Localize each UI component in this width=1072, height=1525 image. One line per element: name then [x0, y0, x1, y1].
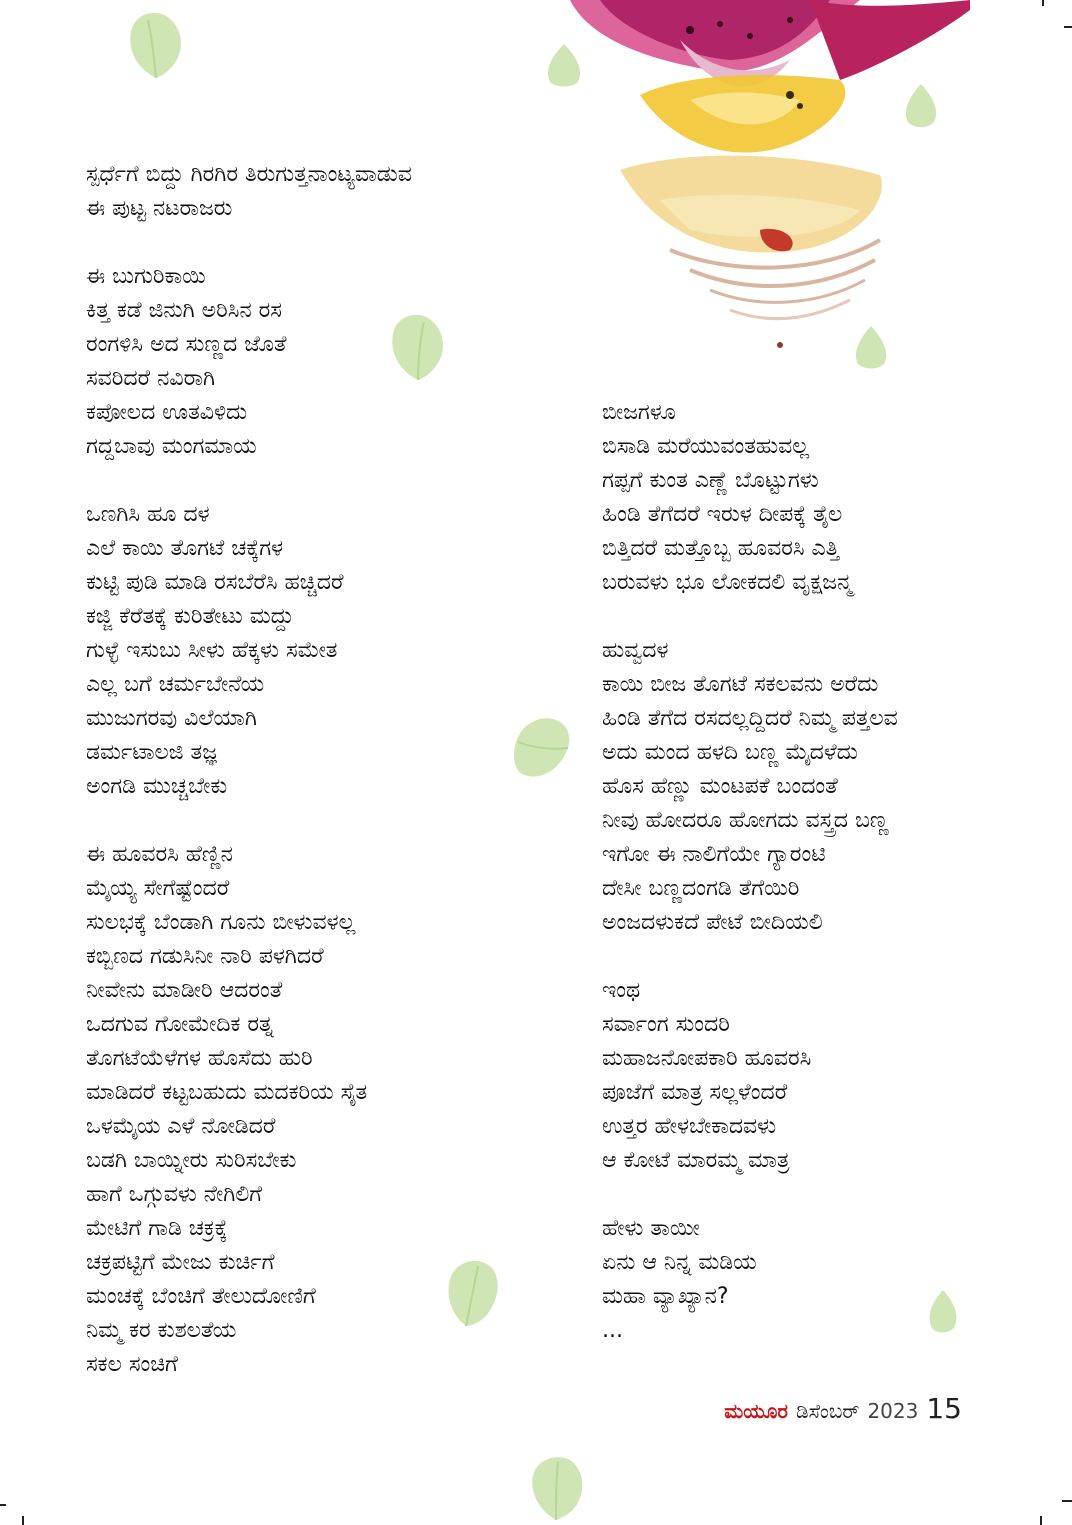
- poem-line: ಮುಜುಗರವು ವಿಲೆಯಾಗಿ: [86, 706, 257, 731]
- crop-mark: [22, 1516, 24, 1525]
- poem-line: ಸ್ಪರ್ಧೆಗೆ ಬಿದ್ದು ಗಿರಗಿರ ತಿರುಗುತ್ತನಾಂಟ್ಯವಾಡುವ: [86, 162, 412, 187]
- poem-line: ಮಹಾಜನೋಪಕಾರಿ ಹೂವರಸಿ: [602, 1046, 812, 1071]
- poem-line: ಬಿಸಾಡಿ ಮರೆಯುವಂತಹುವಲ್ಲ: [602, 434, 810, 459]
- poem-line: ಮೇಟಿಗೆ ಗಾಡಿ ಚಕ್ರಕ್ಕೆ: [86, 1216, 228, 1241]
- stanza-break: [602, 940, 1002, 974]
- stanza-break: [602, 600, 1002, 634]
- poem-column-left: [86, 158, 526, 1382]
- page-number: 15: [926, 1392, 962, 1425]
- poem-line: ಹೊಸ ಹೆಣ್ಣು ಮಂಟಪಕೆ ಬಂದಂತೆ: [602, 774, 838, 799]
- poem-line: ಅಂಜದಳುಕದೆ ಪೇಟೆ ಬೀದಿಯಲಿ: [602, 910, 823, 935]
- poem-line: ಕಬ್ಬಿಣದ ಗಡುಸಿನೀ ನಾರಿ ಪಳಗಿದರೆ: [86, 944, 324, 969]
- crop-mark: [1064, 26, 1072, 28]
- poem-line: ಹಾಗೆ ಒಗ್ಗುವಳು ನೇಗಿಲಿಗೆ: [86, 1182, 263, 1207]
- poem-line: ಗುಳ್ಳೆ ಇಸುಬು ಸೀಳು ಹೆಕ್ಕಳು ಸಮೇತ: [86, 638, 338, 663]
- poem-line: ಸಕಲ ಸಂಚಿಗೆ: [86, 1352, 178, 1377]
- magazine-brand: ಮಯೂರ: [724, 1399, 788, 1423]
- poem-line: ರಂಗಳಿಸಿ ಅದ ಸುಣ್ಣದ ಜೊತೆ: [86, 332, 287, 357]
- poem-column-right: [602, 396, 1002, 1348]
- poem-line: ಎಲ್ಲ ಬಗೆ ಚರ್ಮಬೇನೆಯ: [86, 672, 265, 697]
- crop-mark: [1042, 0, 1044, 6]
- poem-line: ಮಹಾ ವ್ಯಾಖ್ಯಾನ?: [602, 1284, 729, 1309]
- poem-line: ಹಿಂಡಿ ತೆಗೆದ ರಸದಲ್ಲದ್ದಿದರೆ ನಿಮ್ಮ ಪತ್ತಲವ: [602, 706, 898, 731]
- poem-line: ಇಗೋ ಈ ನಾಲಿಗೆಯೇ ಗ್ಯಾರಂಟಿ: [602, 842, 826, 867]
- poem-line: ಕಜ್ಜಿ ಕೆರೆತಕ್ಕೆ ಕುರಿತೇಟು ಮದ್ದು: [86, 604, 294, 629]
- poem-line: ತೊಗಟೆಯೆಳೆಗಳ ಹೊಸೆದು ಹುರಿ: [86, 1046, 313, 1071]
- leaf-icon: [902, 82, 940, 130]
- poem-line: ಬರುವಳು ಭೂ ಲೋಕದಲಿ ವೃಕ್ಷಜನ್ಮ: [602, 570, 853, 595]
- poem-line: ಅಂಗಡಿ ಮುಚ್ಚಬೇಕು: [86, 774, 228, 799]
- poem-line: ಈ ಬುಗುರಿಕಾಯಿ: [86, 264, 206, 289]
- poem-line: ಹೇಳು ತಾಯೀ: [602, 1216, 700, 1241]
- poem-line: ಉತ್ತರ ಹೇಳಬೇಕಾದವಳು: [602, 1114, 777, 1139]
- poem-line: ಗಪ್ಪಗೆ ಕುಂತ ಎಣ್ಣೆ ಬೊಟ್ಟುಗಳು: [602, 468, 819, 493]
- stanza-break: [602, 1178, 1002, 1212]
- poem-line: ಅದು ಮಂದ ಹಳದಿ ಬಣ್ಣ ಮೈದಳೆದು: [602, 740, 858, 765]
- poem-line: ಒಣಗಿಸಿ ಹೂ ದಳ: [86, 502, 210, 527]
- poem-line: ಪೂಜೆಗೆ ಮಾತ್ರ ಸಲ್ಲಳೆಂದರೆ: [602, 1080, 788, 1105]
- stanza-break: [86, 226, 526, 260]
- poem-line: ಮಂಚಕ್ಕೆ ಬೆಂಚಿಗೆ ತೇಲುದೋಣಿಗೆ: [86, 1284, 316, 1309]
- crop-mark: [0, 1504, 6, 1506]
- poem-line: ...: [602, 1318, 623, 1343]
- poem-line: ಡರ್ಮಟಾಲಜಿ ತಜ್ಞ: [86, 740, 217, 765]
- issue-year: 2023: [867, 1399, 919, 1423]
- poem-line: ಸವರಿದರೆ ನವಿರಾಗಿ: [86, 366, 216, 391]
- poem-line: ಕಿತ್ತ ಕಡೆ ಜಿನುಗಿ ಅರಿಸಿನ ರಸ: [86, 298, 282, 323]
- poem-line: ದೇಸೀ ಬಣ್ಣದಂಗಡಿ ತೆಗೆಯಿರಿ: [602, 876, 800, 901]
- poem-line: ಮೈಯ್ಯ ಸೇಗೆಷ್ಟೆಂದರೆ: [86, 876, 230, 901]
- leaf-icon: [852, 324, 890, 370]
- poem-line: ಚಕ್ರಪಟ್ಟಿಗೆ ಮೇಜು ಕುರ್ಚಿಗೆ: [86, 1250, 275, 1275]
- poem-line: ಏನು ಆ ನಿನ್ನ ಮಡಿಯ: [602, 1250, 757, 1275]
- leaf-icon: [528, 1452, 586, 1522]
- poem-line: ಒದಗುವ ಗೋಮೇದಿಕ ರತ್ನ: [86, 1012, 274, 1037]
- poem-line: ಬಿತ್ತಿದರೆ ಮತ್ತೊಬ್ಬ ಹೂವರಸಿ ಎತ್ತಿ: [602, 536, 840, 561]
- poem-line: ನೀವು ಹೋದರೂ ಹೋಗದು ವಸ್ತ್ರದ ಬಣ್ಣ: [602, 808, 889, 833]
- poem-line: ಈ ಪುಟ್ಟ ನಟರಾಜರು: [86, 196, 233, 221]
- leaf-icon: [544, 42, 584, 88]
- poem-line: ಕಾಯಿ ಬೀಜ ತೊಗಟೆ ಸಕಲವನು ಅರೆದು: [602, 672, 879, 697]
- stanza-break: [86, 464, 526, 498]
- hibiscus-flower-illustration: [560, 0, 980, 365]
- page-footer: [724, 1392, 962, 1425]
- poem-line: ನೀವೇನು ಮಾಡೀರಿ ಆದರಂತೆ: [86, 978, 283, 1003]
- crop-mark: [1040, 1516, 1042, 1525]
- stanza-break: [86, 804, 526, 838]
- poem-line: ಕಪೋಲದ ಊತವಿಳಿದು: [86, 400, 248, 425]
- issue-month: ಡಿಸೆಂಬರ್: [795, 1399, 860, 1423]
- poem-line: ನಿಮ್ಮ ಕರ ಕುಶಲತೆಯ: [86, 1318, 237, 1343]
- poem-line: ಇಂಥ: [602, 978, 641, 1003]
- poem-line: ಒಳಮೈಯ ಎಳೆ ನೋಡಿದರೆ: [86, 1114, 276, 1139]
- poem-line: ಸುಲಭಕ್ಕೆ ಬೆಂಡಾಗಿ ಗೂನು ಬೀಳುವಳಲ್ಲ: [86, 910, 356, 935]
- poem-line: ಹುವ್ವದಳ: [602, 638, 669, 663]
- poem-line: ಈ ಹೂವರಸಿ ಹೆಣ್ಣಿನ: [86, 842, 233, 867]
- poem-line: ಗದ್ದಬಾವು ಮಂಗಮಾಯ: [86, 434, 257, 459]
- poem-line: ಸರ್ವಾಂಗ ಸುಂದರಿ: [602, 1012, 730, 1037]
- poem-line: ಎಲೆ ಕಾಯಿ ತೊಗಟೆ ಚಕ್ಕೆಗಳ: [86, 536, 284, 561]
- poem-line: ಬೀಜಗಳೂ: [602, 400, 676, 425]
- poem-line: ಹಿಂಡಿ ತೆಗೆದರೆ ಇರುಳ ದೀಪಕ್ಕೆ ತೈಲ: [602, 502, 843, 527]
- leaf-icon: [126, 8, 186, 80]
- poem-line: ಮಾಡಿದರೆ ಕಟ್ಟಬಹುದು ಮದಕರಿಯ ಸೈತ: [86, 1080, 368, 1105]
- poem-line: ಬಡಗಿ ಬಾಯ್ನೀರು ಸುರಿಸಬೇಕು: [86, 1148, 297, 1173]
- crop-mark: [1062, 1500, 1072, 1502]
- poem-line: ಆ ಕೋಟೆ ಮಾರಮ್ಮ ಮಾತ್ರ: [602, 1148, 790, 1173]
- poem-line: ಕುಟ್ಟಿ ಪುಡಿ ಮಾಡಿ ರಸಬೆರೆಸಿ ಹಚ್ಚಿದರೆ: [86, 570, 344, 595]
